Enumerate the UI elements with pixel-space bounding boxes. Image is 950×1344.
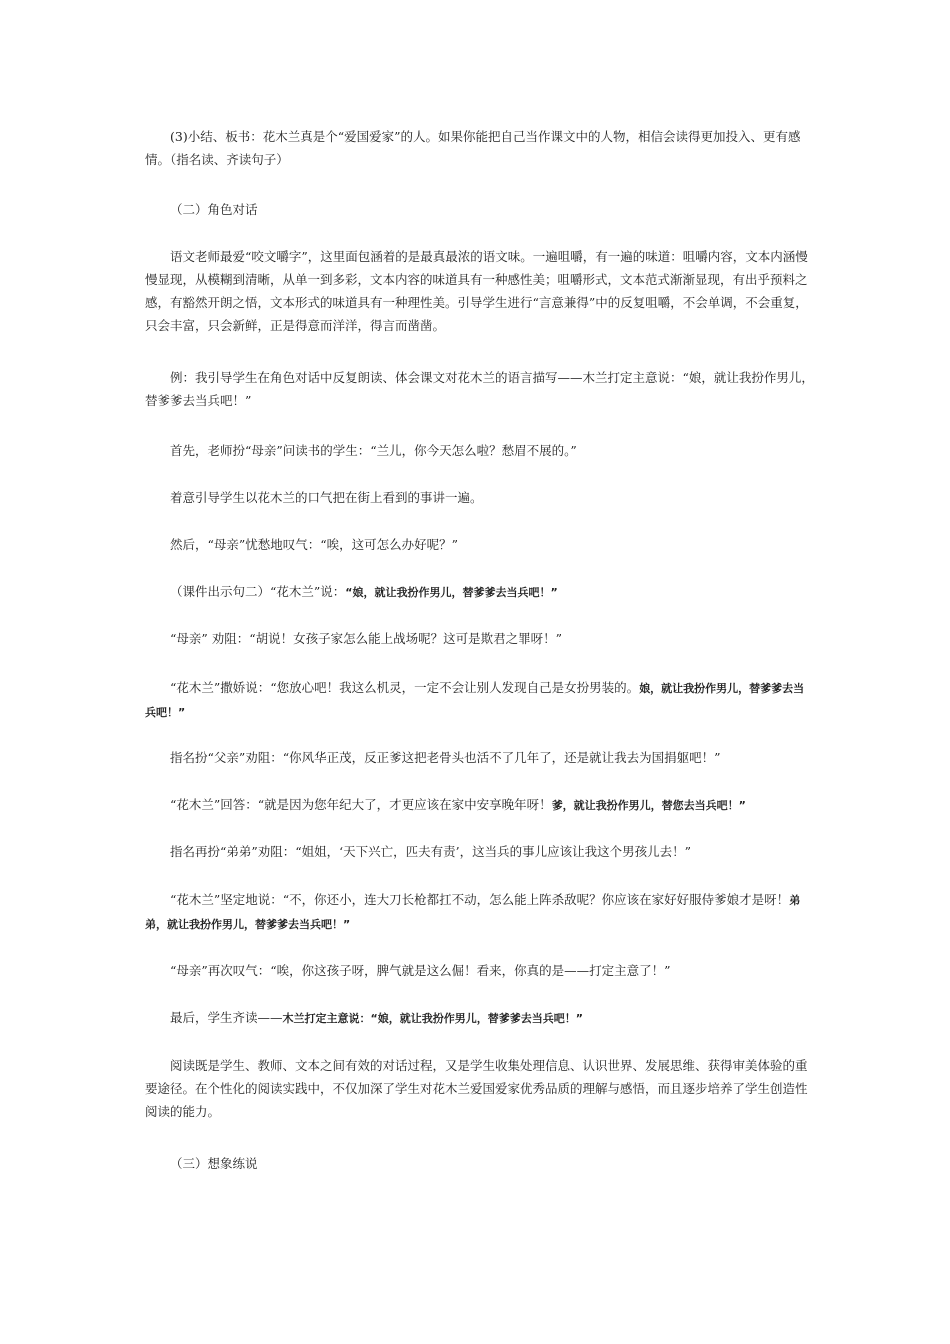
bold-quote: 木兰打定主意说：“娘，就让我扮作男儿，替爹爹去当兵吧！” [282,1012,583,1025]
line-mulan-firm [145,888,815,936]
line-text: 最后，学生齐读—— [170,1010,283,1025]
line-text: “花木兰”坚定地说：“不，你还小，连大刀长枪都扛不动，怎么能上阵杀敌呢？你应该在家好好服侍爹娘才是呀！ [170,892,790,907]
bold-quote: 弟弟，就让我扮作男儿，替爹爹去当兵吧！” [145,894,801,931]
paragraph-example: 例：我引导学生在角色对话中反复朗读、体会课文对花木兰的语言描写——木兰打定主意说：“娘，就让我扮作男儿，替爹爹去当兵吧！” [145,370,814,408]
line-teacher-mother: 首先，老师扮“母亲”问读书的学生：“兰儿，你今天怎么啦？愁眉不展的。” [170,443,577,458]
line-father-dissuade: 指名扮“父亲”劝阻：“你风华正茂，反正爹这把老骨头也活不了几年了，还是就让我去为国捐躯吧！” [170,750,721,765]
line-text: “花木兰”撒娇说：“您放心吧！我这么机灵，一定不会让别人发现自己是女扮男装的。 [170,680,640,695]
paragraph-summary: (3)小结、板书：花木兰真是个“爱国爱家”的人。如果你能把自己当作课文中的人物，相信会读得更加投入、更有感情。（指名读、齐读句子） [145,129,801,167]
paragraph-chewing-words: 语文老师最爱“咬文嚼字”，这里面包涵着的是最真最浓的语文味。一遍咀嚼，有一遍的味道：咀嚼内容，文本内涵慢慢显现，从模糊到清晰，从单一到多彩，文本内容的味道具有一种感性美；咀嚼形式，文本范式渐渐显现，有出乎预料之感，有豁然开朗之悟，文本形式的味道具有一种理性美。引导学生进行“言意兼得”中的反复咀嚼，不会单调，不会重复，只会丰富，只会新鲜，正是得意而洋洋，得言而凿凿。 [145,249,808,333]
line-courseware-sentence [170,580,815,604]
bold-quote: “娘，就让我扮作男儿，替爹爹去当兵吧！” [345,586,558,599]
line-mother-sigh: 然后，“母亲”忧愁地叹气：“唉，这可怎么办好呢？” [170,537,459,552]
line-mother-dissuade: “母亲” 劝阻：“胡说！女孩子家怎么能上战场呢？这可是欺君之罪呀！” [170,631,563,646]
line-students-read [170,1006,815,1030]
heading-imagine-speak: （三）想象练说 [170,1156,258,1171]
paragraph-reading-dialogue: 阅读既是学生、教师、文本之间有效的对话过程，又是学生收集处理信息、认识世界、发展思维、获得审美体验的重要途径。在个性化的阅读实践中，不仅加深了学生对花木兰爱国爱家优秀品质的理解与感悟，而且逐步培养了学生创造性阅读的能力。 [145,1058,808,1119]
line-mother-sigh-again: “母亲”再次叹气：“唉，你这孩子呀，脾气就是这么倔！看来，你真的是——打定主意了！” [170,963,671,978]
line-mulan-coax [145,676,815,724]
line-mulan-answer [170,793,815,817]
heading-role-dialogue: （二）角色对话 [170,202,258,217]
line-brother-dissuade: 指名再扮“弟弟”劝阻：“姐姐，‘天下兴亡，匹夫有责’，这当兵的事儿应该让我这个男孩儿去！” [170,844,692,859]
line-text: （课件出示句二）“花木兰”说： [170,584,346,599]
line-text: “花木兰”回答：“就是因为您年纪大了，才更应该在家中安享晚年呀！ [170,797,552,812]
line-guide-students: 着意引导学生以花木兰的口气把在街上看到的事讲一遍。 [170,490,483,505]
bold-quote: 娘，就让我扮作男儿，替爹爹去当兵吧！” [145,682,805,719]
bold-quote: 爹，就让我扮作男儿，替您去当兵吧！” [551,799,746,812]
